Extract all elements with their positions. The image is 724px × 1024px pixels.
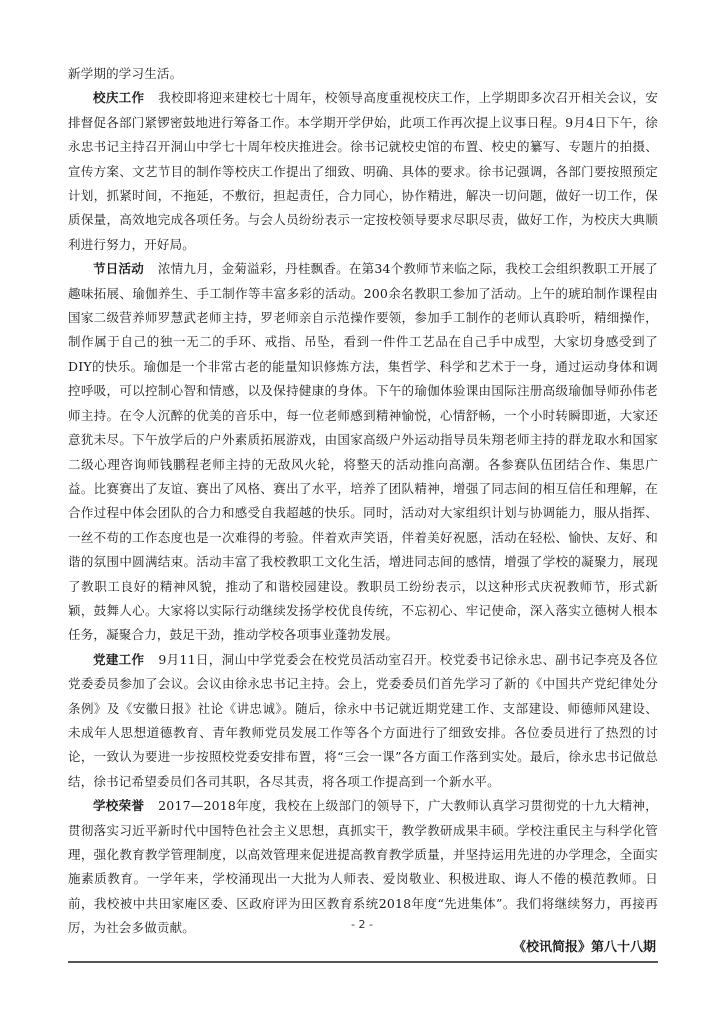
section-festival — [68, 257, 658, 648]
section-body-honor: 2017—2018年度，我校在上级部门的领导下，广大教师认真学习贯彻党的十九大精神，贯彻落实习近平新时代中国特色社会主义思想，真抓实干，教学教研成果丰硕。学校注重民主与科学化管理，强化教育教学管理制度，以高效管理来促进提高教育教学质量，并坚持运用先进的办学理念，全面实施素质教育。一学年来，学校涌现出一大批为人师表、爱岗敬业、积极进取、诲人不倦的模范教师。日前，我校被中共田家庵区委、区政府评为田区教育系统2018年度“先进集体”。我们将继续努力，再接再厉，为社会多做贡献。 — [68, 798, 658, 936]
section-body-festival: 浓情九月，金菊溢彩，丹桂飘香。在第34个教师节来临之际，我校工会组织教职工开展了趣味拓展、瑜伽养生、手工制作等丰富多彩的活动。200余名教职工参加了活动。上午的琥珀制作课程由国家二级营养师罗慧武老师主持，罗老师亲自示范操作要领，参加手工制作的老师认真聆听，精细操作，制作属于自己的独一无二的手环、戒指、吊坠，看到一件件工艺品在自己手中成型，大家切身感受到了DIY的快乐。瑜伽是一个非常古老的能量知识修炼方法，集哲学、科学和艺术于一身，通过运动身体和调控呼吸，可以控制心智和情感，以及保持健康的身体。下午的瑜伽体验课由国际注册高级瑜伽导师孙伟老师主持。在令人沉醉的优美的音乐中，每一位老师感到精神愉悦，心情舒畅，一个小时转瞬即逝，大家还意犹未尽。下午放学后的户外素质拓展游戏，由国家高级户外运动指导员朱翔老师主持的群龙取水和国家二级心理咨询师钱鹏程老师主持的无敌风火轮，将整天的活动推向高潮。各参赛队伍团结合作、集思广益。比赛赛出了友谊、赛出了风格、赛出了水平，培养了团队精神，增强了同志间的相互信任和理解，在合作过程中体会团队的合力和感受自我超越的快乐。同时，活动对大家组织计划与协调能力，服从指挥、一丝不苟的工作态度也是一次难得的考验。伴着欢声笑语，伴着美好祝愿，活动在轻松、愉快、友好、和谐的氛围中圆满结束。活动丰富了我校教职工文化生活，增进同志间的感情，增强了学校的凝聚力，展现了教职工良好的精神风貌，推动了和谐校园建设。教职员工纷纷表示，以这种形式庆祝教师节，形式新颖，鼓舞人心。大家将以实际行动继续发扬学校优良传统，不忘初心、牢记使命，深入落实立德树人根本任务，凝聚合力，鼓足干劲，推动学校各项事业蓬勃发展。 — [68, 261, 658, 643]
issue-title: 《校讯简报》第八十八期 — [512, 940, 656, 955]
section-heading-anniversary: 校庆工作 — [93, 90, 145, 106]
section-anniversary — [68, 86, 658, 257]
footer-rule — [68, 961, 658, 963]
section-heading-honor: 学校荣誉 — [93, 798, 145, 814]
section-heading-party: 党建工作 — [93, 651, 145, 667]
section-body-anniversary: 我校即将迎来建校七十周年，校领导高度重视校庆工作，上学期即多次召开相关会议，安排督促各部门紧锣密鼓地进行筹备工作。本学期开学伊始，此项工作再次提上议事日程。9月4日下午，徐永忠书记主持召开洞山中学七十周年校庆推进会。徐书记就校史馆的布置、校史的纂写、专题片的拍摄、宣传方案、文艺节目的制作等校庆工作提出了细致、明确、具体的要求。徐书记强调，各部门要按照预定计划，抓紧时间，不拖延，不敷衍，担起责任，合力同心，协作精进，解决一切问题，做好一切工作，保质保量，高效地完成各项任务。与会人员纷纷表示一定按校领导要求尽职尽责，做好工作，为校庆大典顺利进行努力，开好局。 — [68, 90, 658, 252]
section-heading-festival: 节日活动 — [93, 261, 144, 277]
document-body — [68, 62, 658, 941]
section-body-party: 9月11日，洞山中学党委会在校党员活动室召开。校党委书记徐永忠、副书记李亮及各位党委委员参加了会议。会议由徐永忠书记主持。会上，党委委员们首先学习了新的《中国共产党纪律处分条例》及《安徽日报》社论《讲忠诚》。随后，徐永中书记就近期党建工作、支部建设、师德师风建设、未成年人思想道德教育、青年教师党员发展工作等各个方面进行了细致安排。各位委员进行了热烈的讨论，一致认为要进一步按照校党委安排布置，将“三会一课”各方面工作落到实处。最后，徐永忠书记做总结，徐书记希望委员们各司其职，各尽其责，将各项工作提高到一个新水平。 — [68, 651, 658, 789]
page-number: - 2 - — [351, 918, 373, 931]
section-party — [68, 648, 658, 794]
intro-paragraph: 新学期的学习生活。 — [68, 66, 183, 81]
